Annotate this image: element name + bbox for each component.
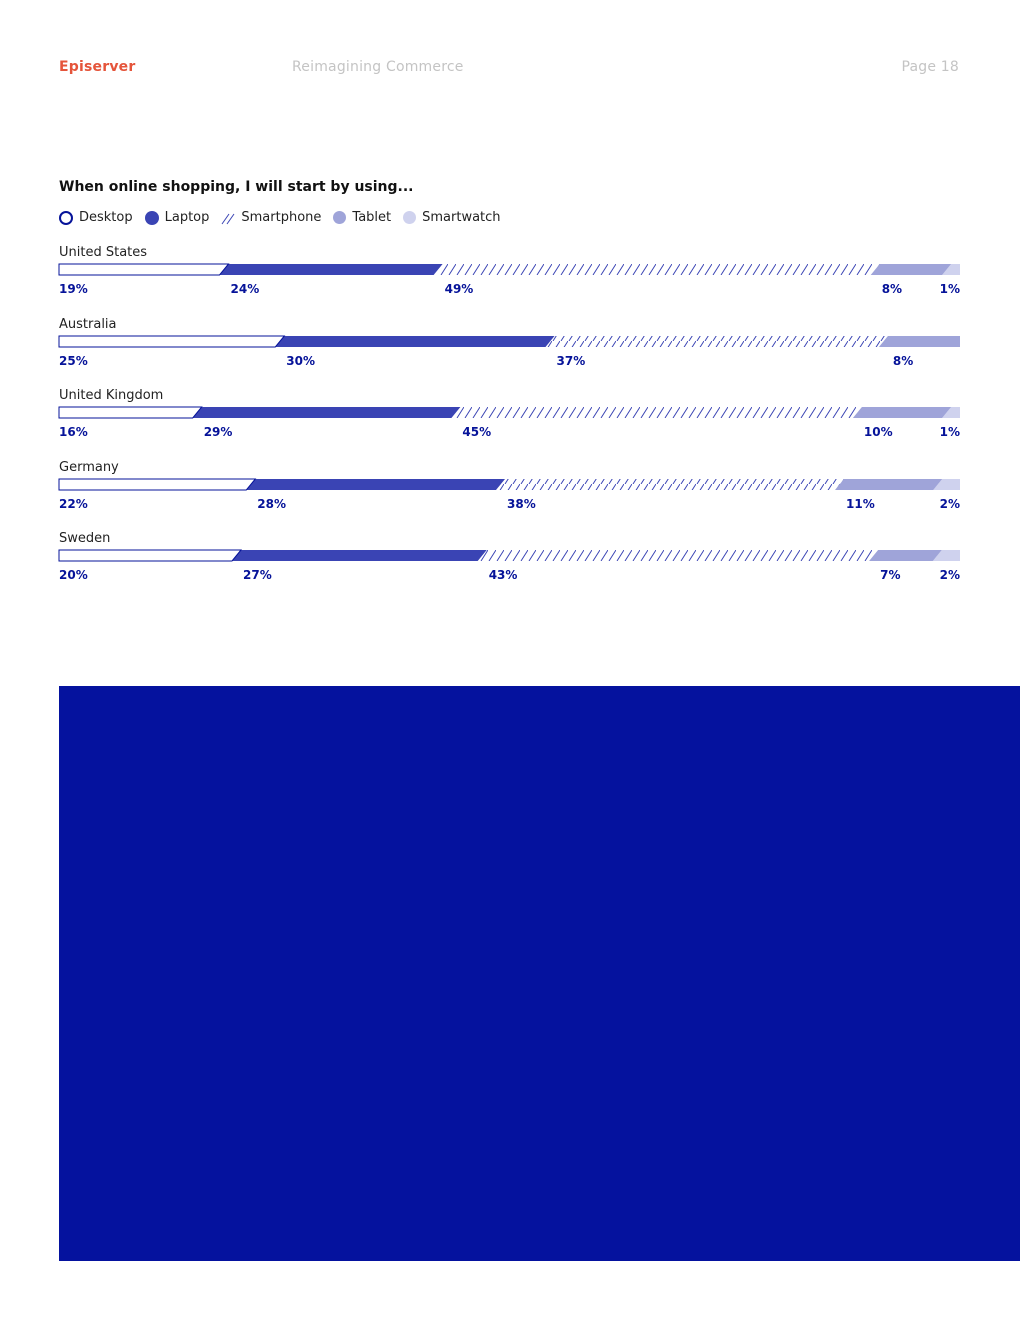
bar-segment-laptop [232, 550, 487, 561]
percent-label-desktop: 22% [59, 497, 88, 511]
percent-label-tablet: 8% [892, 354, 914, 368]
percent-label-laptop: 27% [243, 568, 272, 582]
bar-segment-smartphone [478, 550, 878, 561]
chart-title: When online shopping, I will start by using... [59, 179, 414, 195]
bar-segment-desktop [59, 264, 229, 275]
bar-segment-desktop [59, 479, 255, 490]
brand-logo-text: Episerver [59, 59, 136, 75]
country-label: Germany [59, 460, 119, 475]
legend-label-desktop: Desktop [79, 210, 133, 225]
bar-segment-laptop [275, 336, 554, 347]
bar-segment-tablet [871, 264, 951, 275]
bar-segment-desktop [59, 407, 202, 418]
bar-segment-smartphone [546, 336, 888, 347]
percent-label-smartwatch: 1% [939, 282, 960, 296]
stacked-bar-chart [0, 0, 1020, 620]
page-number: Page 18 [901, 59, 959, 75]
bar-segment-laptop [220, 264, 443, 275]
bar-segment-desktop [59, 336, 284, 347]
percent-label-laptop: 24% [230, 282, 260, 296]
country-label: Sweden [59, 531, 111, 546]
legend-label-tablet: Tablet [352, 210, 392, 225]
bar-segment-desktop [59, 550, 241, 561]
percent-label-smartwatch: 2% [939, 497, 960, 511]
country-label: Australia [59, 317, 117, 332]
percent-label-smartphone: 49% [444, 282, 474, 296]
country-label: United Kingdom [59, 388, 164, 403]
percent-label-laptop: 28% [257, 497, 287, 511]
country-label: United States [59, 245, 148, 260]
document-title: Reimagining Commerce [292, 59, 464, 75]
bar-segment-laptop [193, 407, 461, 418]
bar-segment-smartphone [434, 264, 880, 275]
percent-label-smartwatch: 2% [939, 568, 960, 582]
bar-segment-tablet [835, 479, 942, 490]
legend-label-smartphone: Smartphone [241, 210, 322, 225]
percent-label-desktop: 16% [59, 425, 88, 439]
percent-label-desktop: 19% [59, 282, 88, 296]
bar-segment-smartphone [496, 479, 844, 490]
blue-image-panel [59, 686, 1020, 1261]
bar-segment-laptop [246, 479, 505, 490]
percent-label-smartphone: 43% [488, 568, 518, 582]
percent-label-laptop: 29% [203, 425, 233, 439]
percent-label-desktop: 20% [59, 568, 88, 582]
bar-segment-tablet [869, 550, 942, 561]
percent-label-tablet: 11% [846, 497, 875, 511]
percent-label-smartwatch: 1% [939, 425, 960, 439]
percent-label-desktop: 25% [59, 354, 88, 368]
percent-label-laptop: 30% [286, 354, 316, 368]
legend-label-laptop: Laptop [164, 210, 210, 225]
percent-label-smartphone: 37% [556, 354, 586, 368]
bar-segment-smartphone [451, 407, 862, 418]
percent-label-tablet: 10% [863, 425, 893, 439]
percent-label-tablet: 7% [880, 568, 901, 582]
percent-label-smartphone: 45% [462, 425, 492, 439]
bar-segment-tablet [879, 336, 960, 347]
percent-label-smartphone: 38% [507, 497, 536, 511]
legend-label-smartwatch: Smartwatch [422, 210, 501, 225]
bar-segment-tablet [853, 407, 951, 418]
percent-label-tablet: 8% [881, 282, 903, 296]
